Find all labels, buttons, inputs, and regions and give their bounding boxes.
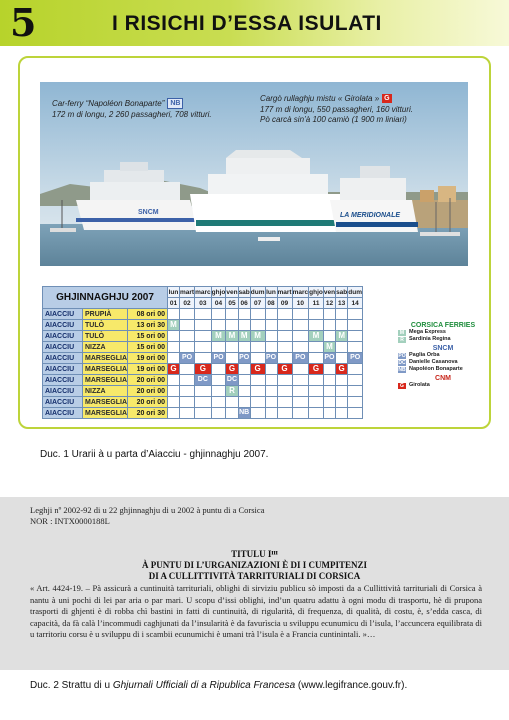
empty-day-cell [292,342,309,353]
page-header [0,0,509,46]
departure-port: AIACCIU [43,331,83,342]
empty-day-cell [250,320,265,331]
empty-day-cell [180,386,195,397]
empty-day-cell [250,309,265,320]
departure-port: AIACCIU [43,309,83,320]
ship-code-cell: DC [226,375,238,386]
legend-ship-name: Napoléon Bonaparte [409,366,463,372]
empty-day-cell [238,364,250,375]
empty-day-cell [323,408,335,419]
empty-day-cell [265,342,277,353]
empty-day-cell [277,397,292,408]
departure-port: AIACCIU [43,375,83,386]
empty-day-cell [292,331,309,342]
empty-day-cell [277,353,292,364]
empty-day-cell [180,320,195,331]
day-number-header: 10 [292,298,309,309]
empty-day-cell [336,353,348,364]
caption-napoleon-bonaparte [52,98,222,120]
ship-code-cell: G [309,364,324,375]
empty-day-cell [309,342,324,353]
ship-code-cell: G [195,364,212,375]
legend-item [398,336,488,343]
departure-port: AIACCIU [43,364,83,375]
schedule-month: GHJINNAGHJU 2007 [43,287,168,309]
empty-day-cell [250,375,265,386]
day-number-header: 06 [238,298,250,309]
departure-time: 20 ori 00 [128,397,168,408]
ferry-schedule-table [42,286,363,419]
empty-day-cell [180,408,195,419]
empty-day-cell [323,331,335,342]
day-number-header: 01 [168,298,180,309]
ship-code-cell: PO [180,353,195,364]
doc2-caption-prefix: Duc. 2 Strattu di u [30,680,113,691]
ship-code-cell: M [238,331,250,342]
ship-code-cell: G [168,364,180,375]
schedule-row [43,353,363,364]
legend-swatch: R [398,337,406,343]
caption-right-line1: Cargò rullaghju mistu « Girolata » [260,94,380,103]
departure-port: AIACCIU [43,386,83,397]
legend-swatch: PO [398,352,406,359]
empty-day-cell [323,397,335,408]
legend-ship-name: Sardinia Regina [409,336,451,342]
day-name-header: dum [348,288,362,296]
legend-item [398,352,488,359]
empty-day-cell [168,386,180,397]
ship-code-cell: PO [348,353,363,364]
law-title-2: À PUNTU DI L’URGANIZAZIONI È DI I CUMPITENZI [142,560,367,570]
ship-code-cell: G [226,364,238,375]
day-name-header: sab [336,288,348,296]
empty-day-cell [336,342,348,353]
document-1-frame [18,56,491,429]
schedule-row [43,320,363,331]
document-2-caption [30,679,407,692]
empty-day-cell [277,386,292,397]
ship-code-cell: PO [238,353,250,364]
day-name-header: marc [292,288,309,296]
schedule-row [43,331,363,342]
departure-port: AIACCIU [43,353,83,364]
departure-time: 20 ori 00 [128,375,168,386]
empty-day-cell [238,375,250,386]
day-name-header: mart [180,288,195,296]
ship-code-cell: PO [265,353,277,364]
departure-port: AIACCIU [43,342,83,353]
destination-port: MARSEGLIA [83,408,128,419]
empty-day-cell [180,375,195,386]
day-number-header: 03 [195,298,212,309]
destination-port: MARSEGLIA [83,375,128,386]
empty-day-cell [168,375,180,386]
empty-day-cell [226,397,238,408]
empty-day-cell [309,386,324,397]
day-number-header: 05 [226,298,238,309]
law-reference [30,505,264,527]
legend-item [398,359,488,366]
empty-day-cell [265,397,277,408]
empty-day-cell [277,320,292,331]
empty-day-cell [309,320,324,331]
empty-day-cell [348,364,363,375]
ship-code-cell: M [226,331,238,342]
doc2-caption-suffix: (www.legifrance.gouv.fr). [295,680,408,691]
empty-day-cell [292,309,309,320]
empty-day-cell [265,386,277,397]
empty-day-cell [180,397,195,408]
ship-code-cell: DC [195,375,212,386]
empty-day-cell [336,320,348,331]
empty-day-cell [195,408,212,419]
destination-port: MARSEGLIA [83,364,128,375]
empty-day-cell [211,320,226,331]
destination-port: PRUPIÀ [83,309,128,320]
empty-day-cell [168,408,180,419]
empty-day-cell [195,331,212,342]
legend-company: CNM [435,375,451,382]
day-number-header: 11 [309,298,324,309]
legend-ship-name: Mega Express [409,329,446,335]
departure-time: 19 ori 00 [128,353,168,364]
schedule-header-row-days [43,287,363,298]
caption-left-line2: 172 m di longu, 2 260 passagheri, 708 vitturi. [52,109,212,119]
empty-day-cell [226,342,238,353]
departure-time: 20 ori 00 [128,386,168,397]
empty-day-cell [250,386,265,397]
empty-day-cell [292,408,309,419]
legend-company: SNCM [432,345,454,352]
empty-day-cell [211,386,226,397]
g-tag: G [384,95,390,102]
ship-code-cell: G [336,364,348,375]
meridionale-hull-label: LA MERIDIONALE [340,212,401,219]
legend-ship-name: Paglia Orba [409,352,440,358]
empty-day-cell [195,386,212,397]
day-number-header: 02 [180,298,195,309]
empty-day-cell [323,386,335,397]
legend-item [398,382,488,389]
empty-day-cell [348,331,363,342]
empty-day-cell [265,320,277,331]
chapter-number: 5 [10,0,37,45]
doc2-caption-italic: Ghjurnali Ufficiali di a Ripublica Francesa [112,680,296,691]
empty-day-cell [277,331,292,342]
empty-day-cell [250,397,265,408]
empty-day-cell [195,397,212,408]
empty-day-cell [195,320,212,331]
empty-day-cell [348,375,363,386]
empty-day-cell [211,364,226,375]
empty-day-cell [323,309,335,320]
ship-code-cell: M [211,331,226,342]
document-2-box [0,497,509,670]
caption-right-line2: 177 m di longu, 550 passagheri, 160 vitturi. [260,104,413,114]
day-name-header: lun [266,288,276,296]
departure-port: AIACCIU [43,408,83,419]
schedule-legend [398,320,488,389]
empty-day-cell [292,364,309,375]
day-number-header: 13 [336,298,348,309]
empty-day-cell [309,353,324,364]
empty-day-cell [292,320,309,331]
ferry-photo [40,82,468,266]
schedule-row [43,408,363,419]
ship-code-cell: PO [211,353,226,364]
empty-day-cell [238,397,250,408]
empty-day-cell [180,331,195,342]
empty-day-cell [348,397,363,408]
ship-code-cell: M [323,342,335,353]
law-title-3: DI A CULLITTIVITÀ TARRITURIALI DI CORSICA [148,571,361,581]
ship-code-cell: M [250,331,265,342]
sncm-hull-label: SNCM [138,209,159,216]
empty-day-cell [226,309,238,320]
legend-item [398,329,488,336]
day-name-header: sab [238,288,250,296]
empty-day-cell [336,375,348,386]
departure-port: AIACCIU [43,397,83,408]
empty-day-cell [238,309,250,320]
ship-code-cell: G [250,364,265,375]
schedule-row [43,309,363,320]
empty-day-cell [323,375,335,386]
departure-port: AIACCIU [43,320,83,331]
empty-day-cell [309,408,324,419]
schedule-row [43,386,363,397]
schedule-body [43,309,363,419]
schedule-row [43,342,363,353]
destination-port: MARSEGLIA [83,353,128,364]
empty-day-cell [211,397,226,408]
day-number-header: 12 [323,298,335,309]
empty-day-cell [226,353,238,364]
empty-day-cell [195,353,212,364]
departure-time: 15 ori 00 [128,342,168,353]
empty-day-cell [336,408,348,419]
empty-day-cell [195,342,212,353]
caption-girolata [260,94,468,126]
empty-day-cell [226,408,238,419]
day-number-header: 09 [277,298,292,309]
empty-day-cell [309,375,324,386]
day-number-header: 04 [211,298,226,309]
empty-day-cell [250,408,265,419]
empty-day-cell [180,342,195,353]
destination-port: MARSEGLIA [83,397,128,408]
empty-day-cell [211,342,226,353]
day-name-header: ven [323,288,336,296]
day-name-header: dum [250,288,265,296]
empty-day-cell [309,309,324,320]
empty-day-cell [292,386,309,397]
law-body-text: « Art. 4424-19. – Pà assicurà a cuntinuità tarrituriali, oblighi di sirviziu publicu sò imposti da a Cullittività tarrituriali di Corsica à nantu à uni pochi di lei par aria o par mari. U scopu d’issi oblighi, ind’un quatru adattu à ogni modu di trasportu, hè di prupona trasporti di ghjenti è di robba chì bastini in fatti di cuntinuità, di rigularità, di frequenza, di qualità, di costu, è, s’edda casca, di capacità, da fà calà l’incommudi caghjunati da l’insularità è da favurìscia u sviluppu ecunumicu di l’isula, l’accuncera equilibrata di u tarritoriu corsu è u sviluppu di i scambii ecunumichi è umani trà l’isula è a Francia cuntinintali. »… [30,583,482,640]
empty-day-cell [323,364,335,375]
ship-code-cell: G [277,364,292,375]
law-titles [0,549,509,582]
departure-time: 08 ori 00 [128,309,168,320]
departure-time: 20 ori 30 [128,408,168,419]
empty-day-cell [323,320,335,331]
ship-code-cell: R [226,386,238,397]
legend-ship-name: Girolata [409,382,430,388]
empty-day-cell [309,397,324,408]
ship-code-cell: PO [323,353,335,364]
empty-day-cell [180,364,195,375]
destination-port: NIZZA [83,342,128,353]
legend-swatch: M [399,329,405,336]
schedule-row [43,364,363,375]
empty-day-cell [348,309,363,320]
empty-day-cell [168,342,180,353]
empty-day-cell [336,309,348,320]
ship-code-cell: M [168,320,180,331]
empty-day-cell [277,342,292,353]
empty-day-cell [277,408,292,419]
law-reference-line2: NOR : INTX0000188L [30,516,110,526]
legend-ship-name: Danielle Casanova [409,359,458,365]
legend-swatch: NB [398,366,406,373]
ship-code-cell: PO [292,353,309,364]
day-number-header: 08 [265,298,277,309]
day-name-header: lun [168,288,179,296]
empty-day-cell [211,375,226,386]
empty-day-cell [348,320,363,331]
legend-item [398,366,488,373]
empty-day-cell [250,353,265,364]
empty-day-cell [265,331,277,342]
law-reference-line1: Leghji nº 2002-92 di u 22 ghjinnaghju di u 2002 à puntu di a Corsica [30,505,265,515]
day-number-header: 14 [348,298,363,309]
empty-day-cell [277,375,292,386]
empty-day-cell [211,408,226,419]
empty-day-cell [265,408,277,419]
caption-left-line1: Car-ferry “Napoléon Bonaparte” [52,99,165,108]
empty-day-cell [348,408,363,419]
destination-port: TULÒ [83,320,128,331]
empty-day-cell [238,342,250,353]
empty-day-cell [336,397,348,408]
day-number-header: 07 [250,298,265,309]
legend-company: CORSICA FERRIES [410,322,476,329]
empty-day-cell [292,397,309,408]
schedule-row [43,375,363,386]
caption-right-line3: Pò carcà sin’à 100 camiò (1 900 m liniari) [260,115,407,124]
empty-day-cell [226,320,238,331]
day-name-header: marc [195,288,211,296]
empty-day-cell [292,375,309,386]
empty-day-cell [265,309,277,320]
empty-day-cell [238,320,250,331]
empty-day-cell [168,331,180,342]
ship-code-cell: NB [238,408,250,419]
empty-day-cell [168,353,180,364]
chapter-title: I RISICHI D’ESSA ISULATI [112,12,382,35]
empty-day-cell [168,309,180,320]
empty-day-cell [265,364,277,375]
empty-day-cell [211,309,226,320]
empty-day-cell [180,309,195,320]
destination-port: TULÒ [83,331,128,342]
legend-swatch: DC [398,359,406,366]
ship-code-cell: M [336,331,348,342]
empty-day-cell [348,386,363,397]
departure-time: 15 ori 00 [128,331,168,342]
document-1-caption: Duc. 1 Urarii à u parta d’Aiacciu - ghjinnaghju 2007. [40,449,269,460]
departure-time: 19 ori 00 [128,364,168,375]
empty-day-cell [238,386,250,397]
nb-tag: NB [167,98,183,109]
day-name-header: mart [277,288,292,296]
empty-day-cell [336,386,348,397]
legend-swatch: G [398,383,406,389]
empty-day-cell [195,309,212,320]
empty-day-cell [265,375,277,386]
empty-day-cell [250,342,265,353]
schedule-row [43,397,363,408]
law-title-1: TITULU Iᴵᴵᴵ [231,549,278,559]
day-name-header: ven [226,288,238,296]
empty-day-cell [277,309,292,320]
ship-code-cell: M [309,331,324,342]
day-name-header: ghjo [211,288,226,296]
empty-day-cell [348,342,363,353]
destination-port: NIZZA [83,386,128,397]
day-name-header: ghjo [309,288,323,296]
departure-time: 13 ori 30 [128,320,168,331]
empty-day-cell [168,397,180,408]
